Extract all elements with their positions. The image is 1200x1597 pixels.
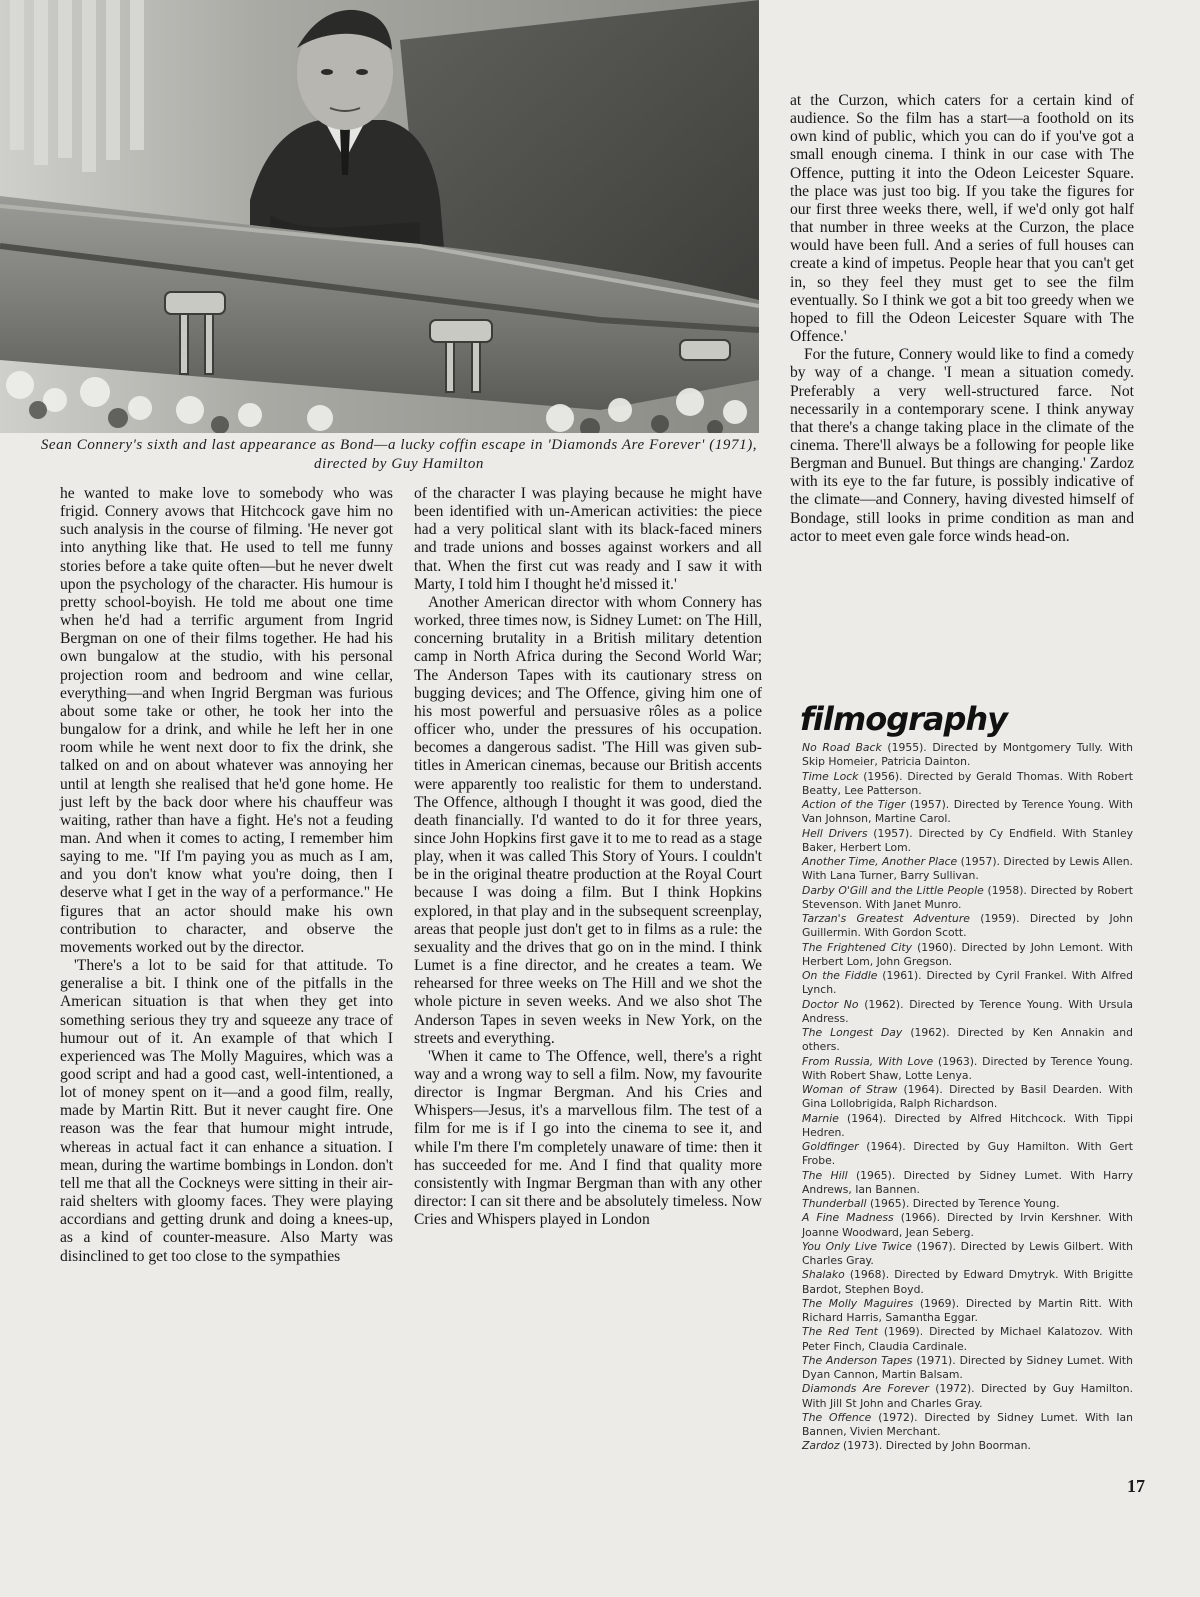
film-details: (1965). Directed by Sidney Lumet. With Harry Andrews, Ian Bannen.	[802, 1168, 1133, 1196]
film-title: The Red Tent	[802, 1325, 878, 1339]
film-title: Goldfinger	[802, 1140, 859, 1153]
film-title: The Molly Maguires	[802, 1296, 914, 1310]
filmography-entry	[802, 998, 1133, 1027]
film-details: (1962). Directed by Terence Young. With Ursula Andress.	[802, 997, 1134, 1025]
filmography-entry	[802, 770, 1133, 799]
film-title: Diamonds Are Forever	[802, 1382, 929, 1396]
film-title: The Anderson Tapes	[802, 1353, 913, 1367]
filmography-heading: filmography	[800, 700, 1008, 738]
paragraph: For the future, Connery would like to find a comedy by way of a change. 'I mean a situation comedy. Preferably a very well-structured farce. Not necessarily in a contemporary scene. I think anyway that there's a change taking place in the climate of the cinema. There'll always be a following for people like Bergman and Bunuel. But things are changing.' Zardoz with its eye to the far future, is possibly indicative of the climate—and Connery, having divested himself of Bondage, still looks in prime condition as man and actor to meet even gale force winds head-on.	[790, 346, 1134, 545]
film-details: (1969). Directed by Martin Ritt. With Richard Harris, Samantha Eggar.	[802, 1296, 1134, 1324]
film-details: (1957). Directed by Cy Endfield. With Stanley Baker, Herbert Lom.	[802, 826, 1133, 854]
film-title: Darby O'Gill and the Little People	[802, 883, 984, 897]
film-title: You Only Live Twice	[802, 1239, 912, 1253]
filmography-entry	[802, 855, 1133, 884]
paragraph: at the Curzon, which caters for a certain kind of audience. So the film has a start—a foothold on its own kind of public, which you can do if you've got a small enough cinema. I think in our case with The Offence, putting it into the Odeon Leicester Square. the place was just too big. If you take the figures for our first three weeks there, well, if we'd only got half that number in three weeks at the Curzon, the place would have been full. And a series of full houses can create a kind of impetus. People hear that you can't get in, so they feel they must get to see the film eventually. So I think we got a bit too greedy when we hoped to fill the Odeon Leicester Square with The Offence.'	[790, 92, 1134, 346]
filmography-entry	[802, 1055, 1133, 1084]
film-title: Tarzan's Greatest Adventure	[802, 912, 970, 925]
film-details: (1964). Directed by Guy Hamilton. With Gert Frobe.	[802, 1140, 1134, 1168]
filmography-entry	[802, 1140, 1133, 1169]
paragraph: 'When it came to The Offence, well, there's a right way and a wrong way to sell a film. Now, my favourite director is Ingmar Bergman. And his Cries and Whispers—Jesus, it's a marvellous film. The test of a film for me is if I go into the cinema to see it, and while I'm there I'm completely unaware of time: then it has succeeded for me. And I find that quality more consistently with Ingmar Bergman than with any other director: I can sit there and be absolutely timeless. Now Cries and Whispers played in London	[414, 1047, 762, 1229]
film-title: The Longest Day	[802, 1026, 903, 1039]
film-details: (1960). Directed by John Lemont. With Herbert Lom, John Gregson.	[802, 940, 1133, 968]
film-details: (1956). Directed by Gerald Thomas. With Robert Beatty, Lee Patterson.	[802, 769, 1134, 797]
paragraph: 'There's a lot to be said for that attitude. To generalise a bit. I think one of the pitfalls in the American situation is that when they get into something serious they try and squeeze any trace of humour out of it. An example of that which I experienced was The Molly Maguires, which was a good script and had a good cast, well-intentioned, a lot of money spent on it—and a good film, really, made by Martin Ritt. But it never caught fire. One reason was the fear that humour might intrude, whereas in actual fact it can enhance a situation. I mean, during the wartime bombings in London. don't tell me that all the Cockneys were sitting in their air-raid shelters with gloomy faces. They were playing accordians and getting drunk and doing a knees-up, as a kind of counter-measure. Also Marty was disinclined to get too close to the sympathies	[60, 957, 393, 1265]
article-column-1	[60, 485, 393, 1266]
film-details: (1971). Directed by Sidney Lumet. With Dyan Cannon, Martin Balsam.	[802, 1353, 1133, 1381]
film-title: The Hill	[802, 1168, 848, 1182]
filmography-entry	[802, 1083, 1133, 1112]
film-details: (1972). Directed by Sidney Lumet. With Ian Bannen, Vivien Merchant.	[802, 1410, 1134, 1438]
filmography-entry	[802, 741, 1133, 770]
film-details: (1961). Directed by Cyril Frankel. With Alfred Lynch.	[802, 969, 1134, 997]
photo-caption: Sean Connery's sixth and last appearance as Bond—a lucky coffin escape in 'Diamonds Are Forever' (1971), directed by Guy Hamilton	[40, 437, 758, 472]
film-details: (1959). Directed by John Guillermin. With Gordon Scott.	[802, 912, 1133, 940]
paragraph: he wanted to make love to somebody who was frigid. Connery avows that Hitchcock gave him no such analysis in the course of filming. 'He never got into anything like that. He used to tell me funny stories before a take quite often—but he never dwelt upon the psychology of the character. His humour is pretty school-boyish. He told me about one time when he'd had a terrific argument from Ingrid Bergman on one of their films together. He had his own bungalow at the studio, with his personal projection room and bedroom and wine cellar, everything—and when Ingrid Bergman was furious about some take or other, he took her into the bungalow for a drink, and while he left her in one room while he went next door to fix the drink, she talked on and on about whatever was annoying her until at length she realised that he'd gone home. He just left by the back door where his chauffeur was waiting, rather than have a fight. He's not a feuding man. And when it comes to acting, I remember him saying to me. "If I'm paying you as much as I am, and you don't know what you're doing, then I deserve what I get in the way of a performance." He figures that an actor should make his own contribution to character, and observe the movements worked out by the director.	[60, 485, 393, 956]
filmography-entry	[802, 969, 1133, 998]
film-details: (1966). Directed by Irvin Kershner. With Joanne Woodward, Jean Seberg.	[802, 1211, 1134, 1239]
filmography-entry	[802, 1169, 1133, 1198]
filmography-entry	[802, 1297, 1133, 1326]
page-number: 17	[1127, 1476, 1145, 1496]
filmography-list	[802, 741, 1133, 1454]
filmography-entry	[802, 1354, 1133, 1383]
film-title: A Fine Madness	[802, 1211, 894, 1225]
film-details: (1957). Directed by Terence Young. With Van Johnson, Martine Carol.	[802, 798, 1133, 826]
film-details: (1957). Directed by Lewis Allen. With Lana Turner, Barry Sullivan.	[802, 855, 1133, 883]
film-details: (1972). Directed by Guy Hamilton. With Jill St John and Charles Gray.	[802, 1382, 1134, 1410]
film-title: Woman of Straw	[802, 1083, 898, 1096]
film-details: (1969). Directed by Michael Kalatozov. With Peter Finch, Claudia Cardinale.	[802, 1325, 1133, 1353]
film-details: (1964). Directed by Alfred Hitchcock. With Tippi Hedren.	[802, 1111, 1133, 1139]
filmography-entry	[802, 1325, 1133, 1354]
film-details: (1958). Directed by Robert Stevenson. With Janet Munro.	[802, 883, 1134, 911]
filmography-entry	[802, 1211, 1133, 1240]
film-title: Hell Drivers	[802, 826, 868, 840]
film-title: Time Lock	[802, 769, 859, 783]
film-details: (1964). Directed by Basil Dearden. With Gina Lollobrigida, Ralph Richardson.	[802, 1083, 1133, 1111]
film-title: Thunderball	[802, 1197, 867, 1210]
film-title: From Russia, With Love	[802, 1054, 934, 1068]
film-title: Zardoz	[802, 1439, 840, 1453]
film-details: (1965). Directed by Terence Young.	[869, 1197, 1060, 1210]
film-title: Another Time, Another Place	[802, 855, 958, 868]
filmography-entry	[802, 912, 1133, 941]
film-title: Shalako	[802, 1268, 845, 1282]
coffin-photo	[0, 0, 759, 433]
filmography-entry	[802, 884, 1133, 913]
film-title: The Offence	[802, 1410, 872, 1424]
filmography-entry	[802, 1439, 1133, 1453]
filmography-entry	[802, 1411, 1133, 1440]
paragraph: Another American director with whom Connery has worked, three times now, is Sidney Lumet: on The Hill, concerning brutality in a British military detention camp in North Africa during the Second World War; The Anderson Tapes with its cautionary stress on bugging devices; and The Offence, giving him one of his most powerful and persuasive rôles as a police officer who, under the pressures of his occupation. becomes a dangerous sadist. 'The Hill was given sub-titles in American cinemas, because our British accents were apparently too realistic for them to understand. The Offence, although I thought it was good, died the death financially. I'd wanted to do it for three years, since John Hopkins first gave it to me to read as a stage play, when it was called This Story of Yours. I couldn't be in the original theatre production at the Royal Court because I was doing a film. But I think Hopkins explored, in that play and in the subsequent screenplay, areas that people just don't get to in films as a rule: the sexuality and the drives that go on in the mind. I think Lumet is a fine director, and he creates a team. We rehearsed for three weeks on The Hill and we shot the whole picture in seven weeks. And we also shot The Anderson Tapes in seven weeks in New York, on the streets and everything.	[414, 593, 762, 1047]
filmography-entry	[802, 1240, 1133, 1269]
film-details: (1955). Directed by Montgomery Tully. With Skip Homeier, Patricia Dainton.	[802, 741, 1133, 769]
filmography-entry	[802, 1197, 1133, 1211]
filmography-entry	[802, 941, 1133, 970]
filmography-entry	[802, 1112, 1133, 1141]
filmography-entry	[802, 1268, 1133, 1297]
film-title: No Road Back	[802, 741, 882, 754]
filmography-entry	[802, 827, 1133, 856]
photo-illustration-icon	[0, 0, 759, 433]
article-column-3	[790, 92, 1134, 546]
film-details: (1967). Directed by Lewis Gilbert. With Charles Gray.	[802, 1239, 1133, 1267]
filmography-entry	[802, 1382, 1133, 1411]
film-details: (1963). Directed by Terence Young. With Robert Shaw, Lotte Lenya.	[802, 1054, 1133, 1082]
filmography-entry	[802, 798, 1133, 827]
film-details: (1962). Directed by Ken Annakin and others.	[802, 1026, 1133, 1054]
film-title: Action of the Tiger	[802, 798, 906, 811]
paragraph: of the character I was playing because he might have been identified with un-American activities: the piece had a very political slant with its black-faced miners and trade unions and bosses against workers and all that. When the first cut was ready and I saw it with Marty, I told him I thought he'd missed it.'	[414, 485, 762, 593]
film-title: On the Fiddle	[802, 969, 878, 982]
film-title: The Frightened City	[802, 940, 912, 954]
film-title: Doctor No	[802, 997, 859, 1011]
filmography-entry	[802, 1026, 1133, 1055]
article-column-2	[414, 485, 762, 1229]
film-details: (1973). Directed by John Boorman.	[843, 1439, 1031, 1453]
film-title: Marnie	[802, 1111, 839, 1125]
film-details: (1968). Directed by Edward Dmytryk. With Brigitte Bardot, Stephen Boyd.	[802, 1268, 1133, 1296]
